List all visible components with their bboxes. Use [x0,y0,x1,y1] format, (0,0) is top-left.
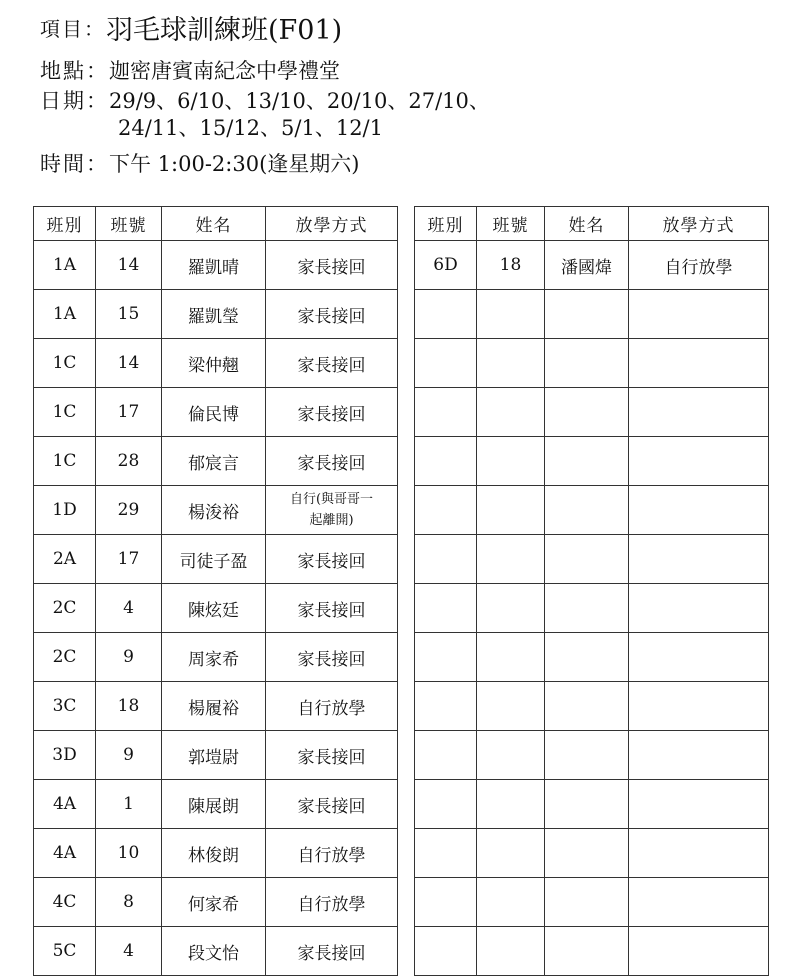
cell-method: 家長接回 [266,731,398,780]
cell-name [545,731,629,780]
table-row [34,829,398,878]
cell-number: 10 [96,829,162,878]
cell-class [415,339,477,388]
cell-name: 司徒子盈 [162,535,266,584]
cell-method-line: 起離開) [309,513,354,528]
table-row [34,241,398,290]
cell-class: 2C [34,584,96,633]
table-row [34,437,398,486]
time-line [40,150,359,178]
cell-number [477,633,545,682]
cell-class: 1C [34,437,96,486]
cell-name [545,584,629,633]
cell-class: 2C [34,633,96,682]
table-row [34,927,398,976]
cell-method: 家長接回 [266,584,398,633]
cell-number [477,927,545,976]
cell-class [415,927,477,976]
cell-class [415,437,477,486]
cell-name [545,633,629,682]
col-header-class: 班別 [34,207,96,241]
cell-method [629,584,769,633]
cell-method [629,829,769,878]
cell-number: 18 [96,682,162,731]
cell-name [545,829,629,878]
cell-number: 14 [96,339,162,388]
cell-number [477,829,545,878]
venue-line [40,57,340,85]
cell-method [629,927,769,976]
table-row-empty [415,633,769,682]
cell-class [415,633,477,682]
venue-label: 地點： [40,59,109,83]
col-header-number: 班號 [96,207,162,241]
cell-method: 自行放學 [266,682,398,731]
col-header-name: 姓名 [545,207,629,241]
cell-number [477,486,545,535]
cell-class: 6D [415,241,477,290]
cell-number [477,878,545,927]
cell-class: 4A [34,780,96,829]
table-row-empty [415,927,769,976]
dates-line-2 [118,114,383,142]
cell-method [629,339,769,388]
cell-method: 家長接回 [266,535,398,584]
cell-method: 家長接回 [266,339,398,388]
roster-table-right [414,206,769,976]
cell-method-line: 自行(與哥哥一 [289,492,374,507]
cell-number: 4 [96,584,162,633]
project-line [40,8,342,47]
cell-name: 段文怡 [162,927,266,976]
cell-class [415,486,477,535]
cell-name: 何家希 [162,878,266,927]
cell-method: 家長接回 [266,633,398,682]
cell-method [266,486,398,535]
table-row [34,878,398,927]
cell-name [545,388,629,437]
table-row [34,339,398,388]
cell-class [415,731,477,780]
cell-method: 家長接回 [266,241,398,290]
dates-value-line2: 24/11、15/12、5/1、12/1 [118,116,383,140]
cell-method [629,290,769,339]
table-row [34,290,398,339]
table-row [34,388,398,437]
cell-class [415,829,477,878]
table-row [34,780,398,829]
cell-name: 羅凱晴 [162,241,266,290]
cell-number [477,437,545,486]
cell-number [477,682,545,731]
cell-method [629,780,769,829]
cell-name [545,927,629,976]
cell-name [545,682,629,731]
cell-number: 17 [96,388,162,437]
table-row [34,535,398,584]
cell-method: 家長接回 [266,437,398,486]
cell-number: 15 [96,290,162,339]
cell-method: 家長接回 [266,927,398,976]
cell-method: 自行放學 [266,878,398,927]
cell-number [477,339,545,388]
cell-number [477,584,545,633]
cell-class: 4A [34,829,96,878]
cell-name: 羅凱瑩 [162,290,266,339]
cell-name: 陳炫廷 [162,584,266,633]
cell-number: 29 [96,486,162,535]
cell-class: 5C [34,927,96,976]
cell-name: 林俊朗 [162,829,266,878]
cell-name: 郁宸言 [162,437,266,486]
cell-name [545,290,629,339]
cell-method: 自行放學 [266,829,398,878]
cell-method [629,731,769,780]
table-header-row [415,207,769,241]
cell-number [477,535,545,584]
cell-name: 周家希 [162,633,266,682]
cell-number: 17 [96,535,162,584]
cell-number: 18 [477,241,545,290]
table-row-empty [415,290,769,339]
cell-name: 楊履裕 [162,682,266,731]
col-header-number: 班號 [477,207,545,241]
table-row-empty [415,486,769,535]
table-row-empty [415,780,769,829]
table-row [34,633,398,682]
table-row [34,682,398,731]
cell-number: 4 [96,927,162,976]
cell-name: 楊浚裕 [162,486,266,535]
cell-method [629,633,769,682]
roster-table-left [33,206,398,976]
cell-name: 倫民博 [162,388,266,437]
cell-name [545,878,629,927]
col-header-class: 班別 [415,207,477,241]
cell-method [629,535,769,584]
dates-line [40,87,490,115]
cell-class [415,780,477,829]
cell-method [629,878,769,927]
cell-class [415,584,477,633]
cell-number: 8 [96,878,162,927]
cell-class [415,388,477,437]
cell-method [629,437,769,486]
table-row [415,241,769,290]
dates-value-line1: 29/9、6/10、13/10、20/10、27/10、 [109,89,490,113]
table-row-empty [415,535,769,584]
table-row-empty [415,878,769,927]
cell-class: 3C [34,682,96,731]
table-header-row [34,207,398,241]
dates-label: 日期： [40,89,109,113]
cell-class: 1C [34,339,96,388]
cell-class [415,878,477,927]
table-row [34,584,398,633]
cell-number [477,388,545,437]
col-header-name: 姓名 [162,207,266,241]
table-row [34,486,398,535]
project-label: 項目： [40,17,106,41]
table-row-empty [415,339,769,388]
cell-class: 2A [34,535,96,584]
cell-name: 潘國煒 [545,241,629,290]
cell-method [629,682,769,731]
cell-number [477,290,545,339]
cell-method: 家長接回 [266,388,398,437]
table-row-empty [415,731,769,780]
cell-class: 4C [34,878,96,927]
cell-class: 1A [34,241,96,290]
cell-class [415,535,477,584]
table-row-empty [415,437,769,486]
time-label: 時間： [40,152,109,176]
cell-number [477,731,545,780]
cell-name: 梁仲翹 [162,339,266,388]
table-row-empty [415,388,769,437]
venue-value: 迦密唐賓南紀念中學禮堂 [109,59,340,83]
cell-number: 28 [96,437,162,486]
table-row-empty [415,829,769,878]
cell-name: 郭塏尉 [162,731,266,780]
cell-method [629,388,769,437]
cell-method: 家長接回 [266,780,398,829]
cell-class [415,682,477,731]
cell-class: 1A [34,290,96,339]
cell-method: 自行放學 [629,241,769,290]
cell-number: 9 [96,731,162,780]
cell-name [545,780,629,829]
cell-class: 1D [34,486,96,535]
cell-method [629,486,769,535]
col-header-method: 放學方式 [266,207,398,241]
cell-name [545,535,629,584]
cell-method: 家長接回 [266,290,398,339]
table-row-empty [415,682,769,731]
cell-number: 14 [96,241,162,290]
cell-name [545,339,629,388]
time-value: 下午 1:00-2:30(逢星期六) [109,152,360,176]
cell-number: 1 [96,780,162,829]
cell-class: 1C [34,388,96,437]
cell-class [415,290,477,339]
cell-number: 9 [96,633,162,682]
table-row [34,731,398,780]
table-row-empty [415,584,769,633]
project-value: 羽毛球訓練班(F01) [106,15,343,46]
cell-name: 陳展朗 [162,780,266,829]
cell-name [545,486,629,535]
col-header-method: 放學方式 [629,207,769,241]
cell-name [545,437,629,486]
cell-number [477,780,545,829]
cell-class: 3D [34,731,96,780]
